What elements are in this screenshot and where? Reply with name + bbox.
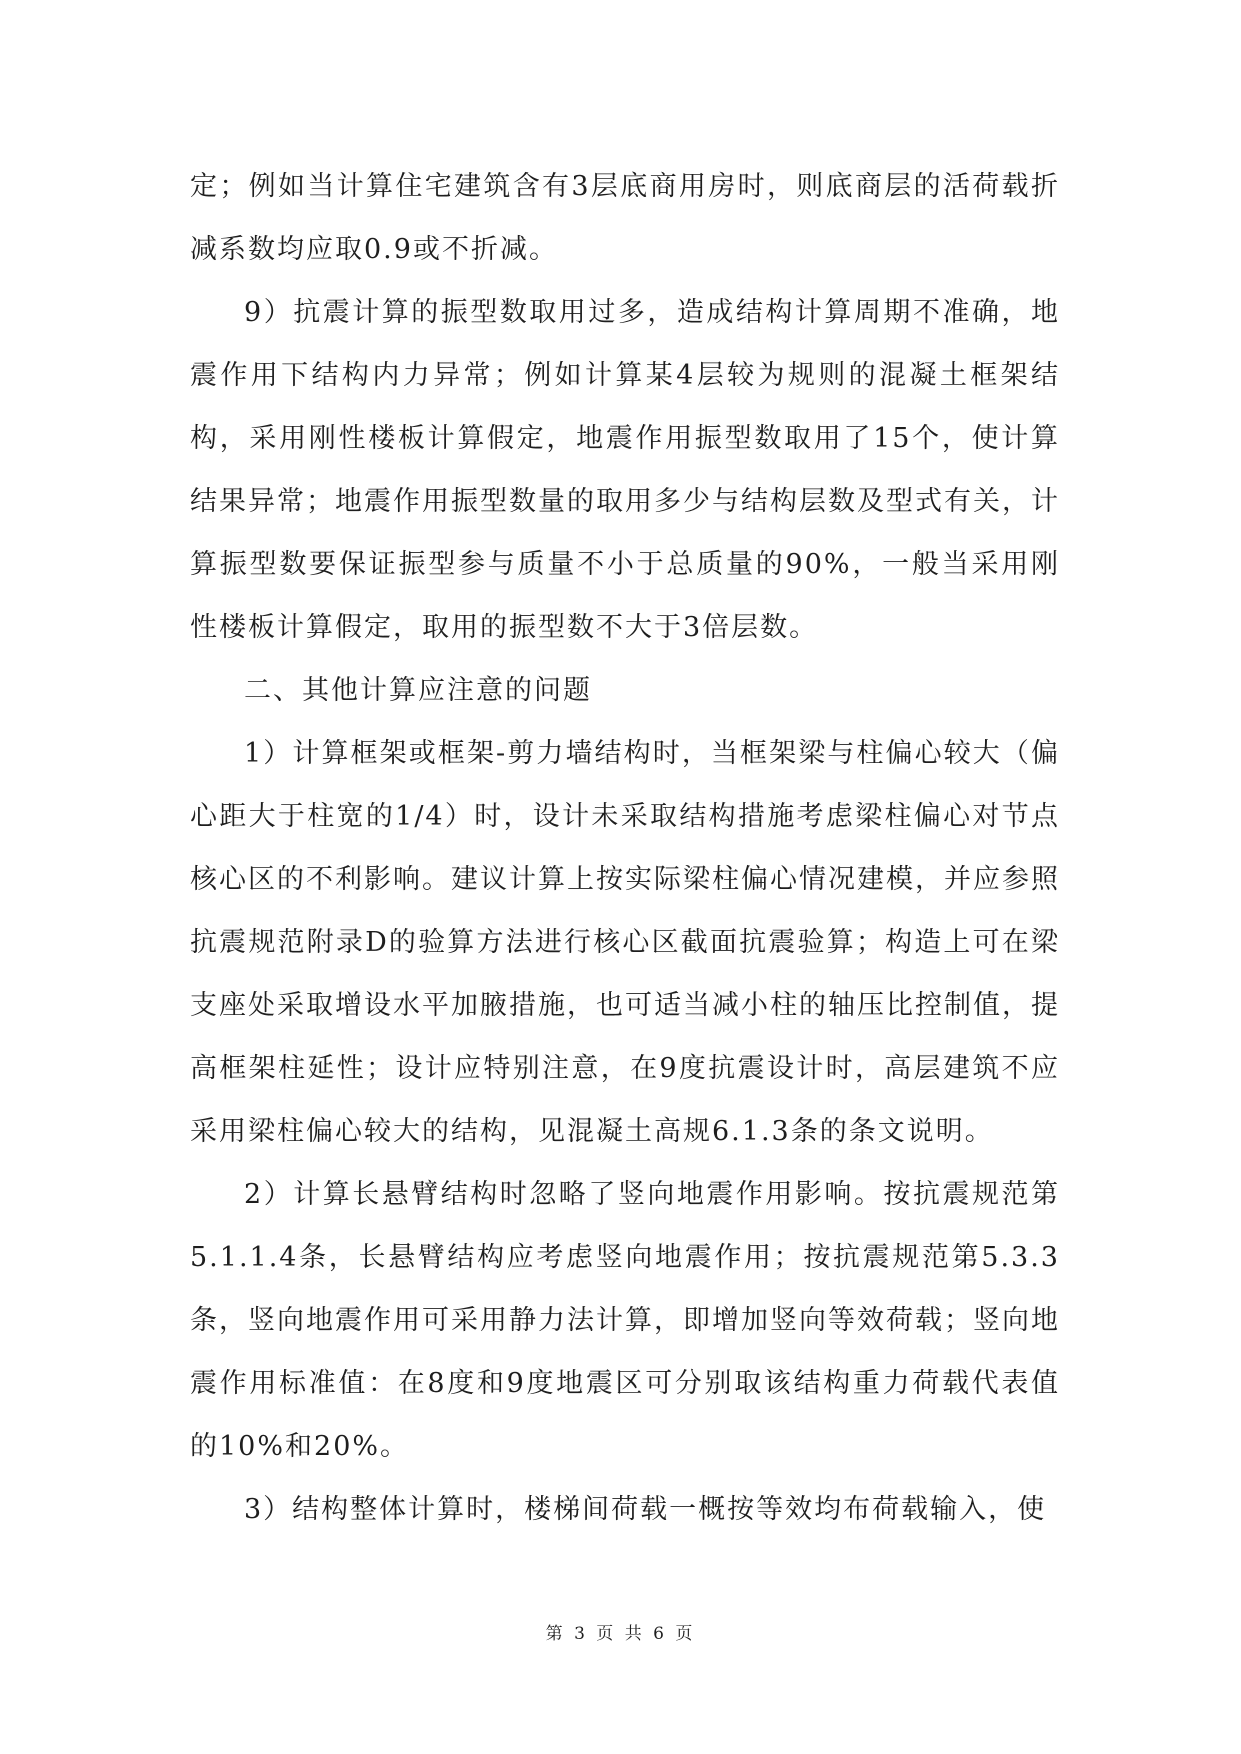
page-number-footer: 第 3 页 共 6 页 [545, 1624, 696, 1644]
section-heading: 二、其他计算应注意的问题 [244, 675, 592, 706]
paragraph-item-3: 3）结构整体计算时，楼梯间荷载一概按等效均布荷载输入，使 [244, 1494, 1047, 1525]
paragraph-item-2: 2）计算长悬臂结构时忽略了竖向地震作用影响。按抗震规范第5.1.1.4条，长悬臂结构应考虑竖向地震作用；按抗震规范第5.3.3条，竖向地震作用可采用静力法计算，即增加竖向等效荷载；竖向地震作用标准值：在8度和9度地震区可分别取该结构重力荷载代表值的10%和20%。 [190, 1179, 1060, 1462]
paragraph-item-1: 1）计算框架或框架-剪力墙结构时，当框架梁与柱偏心较大（偏心距大于柱宽的1/4）时，设计未采取结构措施考虑梁柱偏心对节点核心区的不利影响。建议计算上按实际梁柱偏心情况建模，并应参照抗震规范附录D的验算方法进行核心区截面抗震验算；构造上可在梁支座处采取增设水平加腋措施，也可适当减小柱的轴压比控制值，提高框架柱延性；设计应特别注意，在9度抗震设计时，高层建筑不应采用梁柱偏心较大的结构，见混凝土高规6.1.3条的条文说明。 [190, 738, 1060, 1147]
paragraph-continuation: 定；例如当计算住宅建筑含有3层底商用房时，则底商层的活荷载折减系数均应取0.9或不折减。 [190, 171, 1060, 265]
paragraph-item-9: 9）抗震计算的振型数取用过多，造成结构计算周期不准确，地震作用下结构内力异常；例如计算某4层较为规则的混凝土框架结构，采用刚性楼板计算假定，地震作用振型数取用了15个，使计算结果异常；地震作用振型数量的取用多少与结构层数及型式有关，计算振型数要保证振型参与质量不小于总质量的90%，一般当采用刚性楼板计算假定，取用的振型数不大于3倍层数。 [190, 297, 1060, 643]
document-body [190, 155, 1060, 1541]
